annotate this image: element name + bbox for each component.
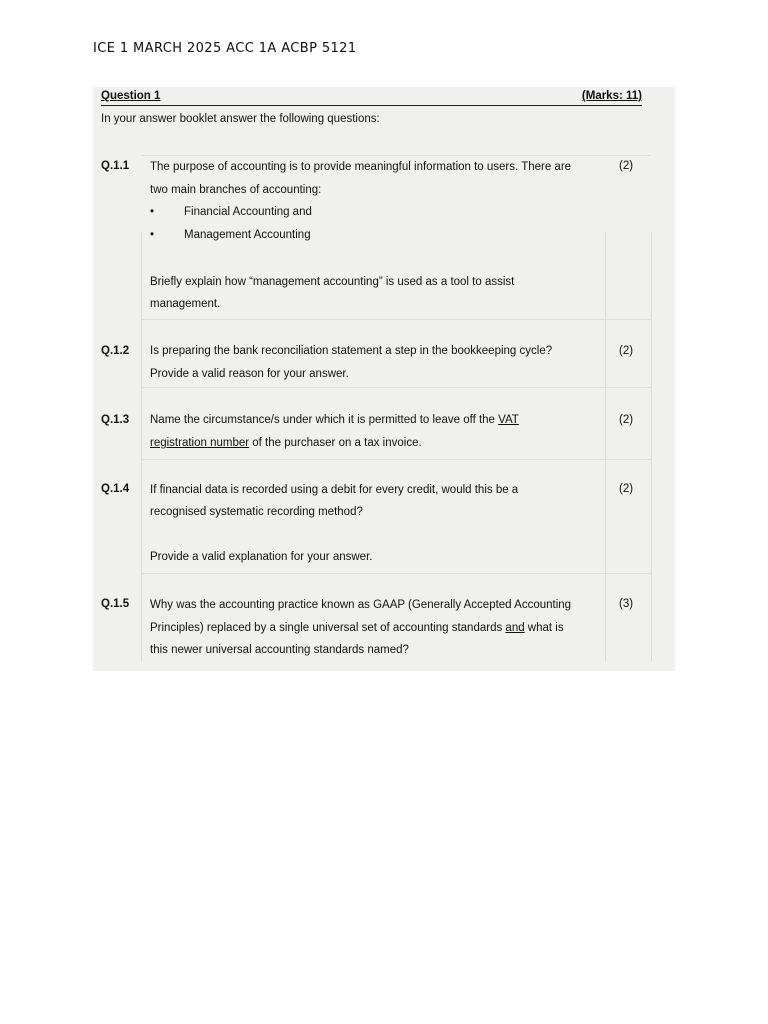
- q4-line-1: If financial data is recorded using a debit for every credit, would this be a: [150, 484, 519, 496]
- q3-line-1: [150, 409, 605, 432]
- bullet-icon: •: [150, 206, 155, 218]
- question-heading-row: [101, 90, 642, 106]
- scan-grid-line: [141, 232, 142, 661]
- q5-text: what is: [524, 622, 564, 634]
- q3-number: Q.1.3: [101, 414, 130, 426]
- q1-bullet-text: Management Accounting: [184, 229, 311, 241]
- q1-marks: (2): [619, 160, 634, 172]
- q5-line-1: Why was the accounting practice known as GAAP (Generally Accepted Accounting: [150, 599, 572, 611]
- q1-line-1: The purpose of accounting is to provide meaningful information to users. There are: [150, 161, 572, 173]
- scan-grid-line: [651, 232, 652, 661]
- q2-number: Q.1.2: [101, 345, 130, 357]
- q1-line-2: two main branches of accounting:: [150, 184, 322, 196]
- q4-line-3: Provide a valid explanation for your answer.: [150, 551, 373, 563]
- q1-line-4: management.: [150, 298, 221, 310]
- q3-text: Name the circumstance/s under which it is permitted to leave off the: [150, 414, 499, 426]
- q5-underlined-text: and: [505, 622, 525, 634]
- q3-line-2: [150, 432, 605, 455]
- q1-line-3: Briefly explain how “management accounting” is used as a tool to assist: [150, 276, 515, 288]
- scan-grid-line: [141, 319, 651, 320]
- question-total-marks: (Marks: 11): [581, 90, 642, 102]
- q4-line-2: recognised systematic recording method?: [150, 506, 363, 518]
- q5-marks: (3): [619, 598, 634, 610]
- q1-number: Q.1.1: [101, 160, 130, 172]
- scanned-question-page: [93, 87, 675, 671]
- q2-line-2: Provide a valid reason for your answer.: [150, 368, 349, 380]
- q5-line-3: this newer universal accounting standards named?: [150, 644, 409, 656]
- document-header: ICE 1 MARCH 2025 ACC 1A ACBP 5121: [93, 41, 357, 56]
- q3-underlined-text: registration number: [150, 437, 250, 449]
- question-instruction: In your answer booklet answer the following questions:: [101, 113, 380, 125]
- bullet-icon: •: [150, 229, 155, 241]
- q3-underlined-text: VAT: [498, 414, 519, 426]
- q2-marks: (2): [619, 345, 634, 357]
- q5-line-2: [150, 617, 605, 640]
- scan-grid-line: [141, 459, 651, 460]
- scan-grid-line: [141, 573, 651, 574]
- q5-text: Principles) replaced by a single universal set of accounting standards: [150, 622, 506, 634]
- q3-text: of the purchaser on a tax invoice.: [249, 437, 422, 449]
- scan-grid-line: [141, 387, 651, 388]
- q2-line-1: Is preparing the bank reconciliation statement a step in the bookkeeping cycle?: [150, 345, 553, 357]
- q5-number: Q.1.5: [101, 598, 130, 610]
- q4-number: Q.1.4: [101, 483, 130, 495]
- q3-marks: (2): [619, 414, 634, 426]
- q1-bullet-text: Financial Accounting and: [184, 206, 312, 218]
- question-title: Question 1: [101, 90, 161, 102]
- q4-marks: (2): [619, 483, 634, 495]
- scan-grid-line: [605, 232, 606, 661]
